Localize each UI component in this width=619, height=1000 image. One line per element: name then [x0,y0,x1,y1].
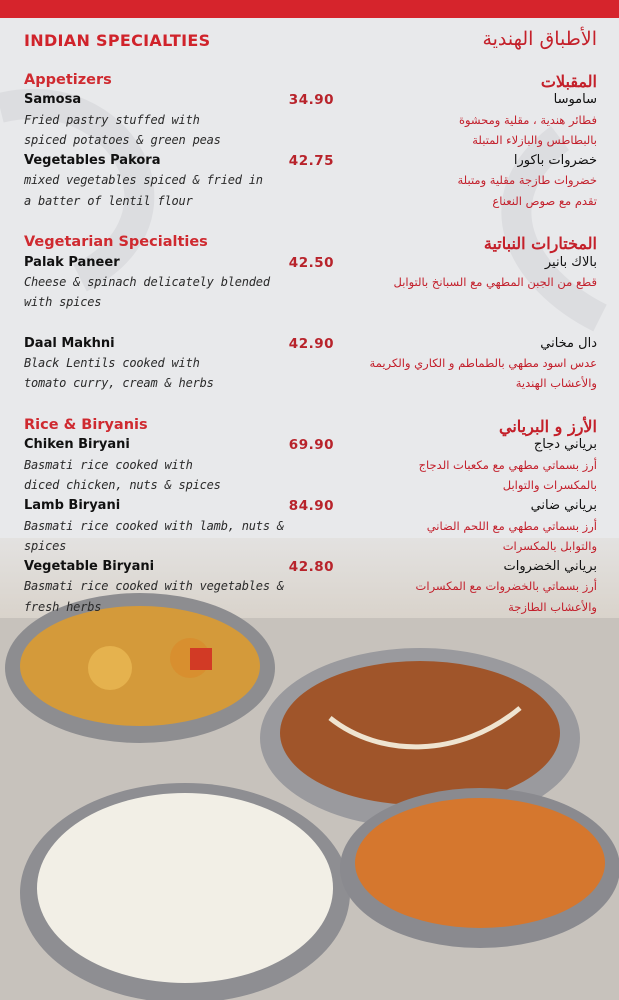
item-description-arabic: والأعشاب الطازجة [508,599,597,614]
item-description: mixed vegetables spiced & fried in [24,173,263,188]
section-title: Appetizers [24,72,112,88]
menu-line [0,478,619,498]
section-title: Vegetarian Specialties [24,234,208,251]
item-name: Samosa [24,92,82,108]
item-name-arabic: خضروات باكورا [513,153,597,169]
section-title: Rice & Biryanis [24,417,148,434]
menu-line [0,113,619,133]
item-description-arabic: قطع من الجبن المطهي مع السبانخ بالتوابل [393,274,597,289]
item-description: Cheese & spinach delicately blended [24,274,270,289]
item-name: Palak Paneer [24,254,120,270]
menu-line [0,417,619,437]
item-description: a batter of lentil flour [24,193,193,208]
item-description: fresh herbs [24,599,102,614]
item-name-arabic: ساموسا [553,92,597,108]
item-name-arabic: دال مخاني [540,335,597,351]
item-description: diced chicken, nuts & spices [24,477,221,492]
menu-line [0,275,619,295]
item-name: Daal Makhni [24,335,115,351]
item-description: Basmati rice cooked with lamb, nuts & [24,518,284,533]
item-description-arabic: عدس اسود مطهي بالطماطم و الكاري والكريمة [369,356,597,371]
item-description-arabic: والتوابل بالمكسرات [502,538,597,553]
page-title-arabic: الأطباق الهندية [482,28,597,50]
item-description: Basmati rice cooked with vegetables & [24,579,284,594]
menu-line [0,72,619,92]
menu-list [0,72,619,620]
item-description: Black Lentils cooked with [24,356,200,371]
item-description-arabic: فطائر هندية ، مقلية ومحشوة [458,112,597,127]
item-name: Chiken Biryani [24,437,130,453]
menu-line [0,316,619,336]
item-description: with spices [24,295,102,310]
item-price: 34.90 [288,92,334,109]
menu-line [0,214,619,234]
page-title: INDIAN SPECIALTIES [24,31,211,50]
item-name: Vegetable Biryani [24,559,155,575]
menu-line [0,153,619,173]
section-title-arabic: المختارات النباتية [483,234,597,254]
item-description-arabic: تقدم مع صوص النعناع [492,193,597,208]
menu-line [0,600,619,620]
item-price: 42.50 [288,254,334,271]
menu-line [0,458,619,478]
menu-line [0,356,619,376]
menu-line [0,519,619,539]
item-description: Basmati rice cooked with [24,457,193,472]
item-price: 84.90 [288,498,334,515]
item-description-arabic: خضروات طازجة مقلية ومتبلة [457,173,597,188]
menu-line [0,133,619,153]
menu-line [0,397,619,417]
item-price: 42.90 [288,335,334,352]
item-price: 69.90 [288,437,334,454]
item-description: spiced potatoes & green peas [24,132,221,147]
item-description: Fried pastry stuffed with [24,112,200,127]
item-description-arabic: بالمكسرات والتوابل [502,477,597,492]
top-bar [0,0,619,18]
item-price: 42.75 [288,153,334,170]
menu-line [0,539,619,559]
item-name: Vegetables Pakora [24,153,161,169]
item-price: 42.80 [288,559,334,576]
item-name: Lamb Biryani [24,498,121,514]
menu-line [0,295,619,315]
menu-line [0,559,619,579]
item-description: spices [24,538,67,553]
menu-line [0,173,619,193]
section-title-arabic: المقبلات [540,72,597,91]
menu-line [0,255,619,275]
menu-line [0,579,619,599]
menu-line [0,498,619,518]
item-description-arabic: والأعشاب الهندية [515,376,597,391]
menu-line [0,234,619,254]
menu-line [0,92,619,112]
item-name-arabic: بالاك بانير [544,254,597,270]
menu-line [0,194,619,214]
item-description: tomato curry, cream & herbs [24,376,214,391]
item-name-arabic: برياني الخضروات [503,559,597,575]
menu-line [0,336,619,356]
menu-line [0,376,619,396]
menu-line [0,437,619,457]
item-description-arabic: أرز بسماتي مطهي مع مكعبات الدجاج [418,457,597,472]
item-description-arabic: أرز بسماتي بالخضروات مع المكسرات [415,579,597,594]
item-description-arabic: أرز بسماتي مطهي مع اللحم الضاني [426,518,597,533]
item-description-arabic: بالبطاطس والبازلاء المتبلة [472,132,597,147]
item-name-arabic: برياني دجاج [533,437,597,453]
section-title-arabic: الأرز و البرياني [499,417,597,437]
item-name-arabic: برياني ضاني [530,498,597,514]
